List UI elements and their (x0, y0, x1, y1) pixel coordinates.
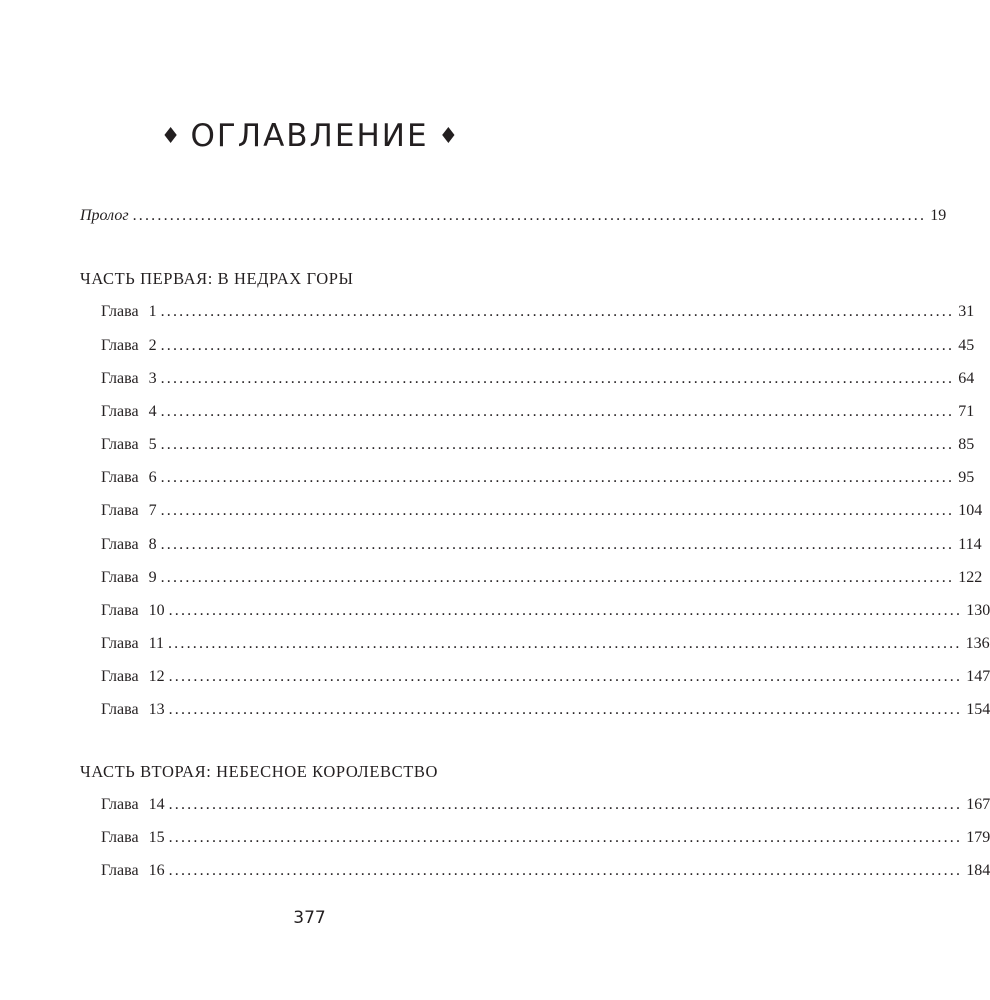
dot-leader: ................................................................................................................................ (160, 303, 955, 320)
dot-leader: ................................................................................................................................ (160, 370, 955, 387)
dot-leader: ................................................................................................................................ (168, 796, 963, 813)
toc-entry-chapter[interactable] (101, 568, 983, 588)
dot-leader: ................................................................................................................................ (160, 569, 955, 586)
entry-label: Глава 5 (101, 436, 157, 453)
contents-heading (0, 112, 619, 161)
entry-label: Глава 12 (101, 668, 165, 685)
dot-leader: ................................................................................................................................ (168, 668, 963, 685)
entry-label: Глава 10 (101, 602, 165, 619)
toc-entry-chapter[interactable] (101, 302, 975, 322)
part-title: ЧАСТЬ ВТОРАЯ: НЕБЕСНОЕ КОРОЛЕВСТВО (80, 762, 439, 781)
toc-entry-chapter[interactable] (101, 535, 982, 555)
dot-leader: ................................................................................................................................ (160, 469, 955, 486)
toc-entry-chapter[interactable] (101, 369, 975, 389)
diamond-ornament-icon: ♦ (160, 124, 181, 149)
entry-page-number: 85 (958, 436, 975, 453)
dot-leader: ................................................................................................................................ (160, 337, 955, 354)
dot-leader: ................................................................................................................................ (168, 602, 963, 619)
entry-label: Глава 4 (101, 403, 157, 420)
dot-leader: ................................................................................................................................ (160, 536, 955, 553)
dot-leader: ................................................................................................................................ (160, 436, 955, 453)
entry-page-number: 31 (958, 303, 975, 320)
contents-title: ОГЛАВЛЕНИЕ (190, 118, 429, 154)
toc-entry-chapter[interactable] (101, 501, 983, 521)
dot-leader: ................................................................................................................................ (167, 635, 962, 652)
entry-page-number: 104 (958, 502, 983, 519)
entry-label: Пролог (80, 207, 129, 224)
toc-entry-chapter[interactable] (101, 601, 990, 621)
toc-entry-chapter[interactable] (101, 667, 990, 687)
toc-entry-chapter[interactable] (101, 861, 990, 881)
entry-page-number: 71 (958, 403, 975, 420)
entry-page-number: 184 (966, 862, 990, 879)
entry-page-number: 147 (966, 668, 990, 685)
entry-page-number: 167 (966, 796, 990, 813)
part-title: ЧАСТЬ ПЕРВАЯ: В НЕДРАХ ГОРЫ (80, 269, 354, 288)
toc-entry-chapter[interactable] (101, 336, 975, 356)
entry-label: Глава 11 (101, 635, 164, 652)
entry-page-number: 64 (958, 370, 975, 387)
entry-label: Глава 15 (101, 829, 165, 846)
entry-page-number: 130 (966, 602, 990, 619)
dot-leader: ................................................................................................................................ (168, 829, 963, 846)
toc-entry-chapter[interactable] (101, 634, 990, 654)
entry-label: Глава 9 (101, 569, 157, 586)
entry-page-number: 19 (930, 207, 947, 224)
toc-entry-chapter[interactable] (101, 468, 975, 488)
dot-leader: ................................................................................................................................ (160, 403, 955, 420)
toc-entry-chapter[interactable] (101, 795, 990, 815)
dot-leader: ................................................................................................................................ (132, 207, 927, 224)
entry-label: Глава 3 (101, 370, 157, 387)
entry-label: Глава 8 (101, 536, 157, 553)
toc-entry-chapter[interactable] (101, 402, 975, 422)
dot-leader: ................................................................................................................................ (168, 862, 963, 879)
entry-label: Глава 16 (101, 862, 165, 879)
entry-page-number: 136 (965, 635, 990, 652)
entry-label: Глава 13 (101, 701, 165, 718)
entry-page-number: 122 (958, 569, 983, 586)
diamond-ornament-icon: ♦ (438, 124, 459, 149)
entry-label: Глава 6 (101, 469, 157, 486)
entry-page-number: 114 (958, 536, 982, 553)
page-folio-number: 377 (293, 908, 326, 928)
entry-label: Глава 1 (101, 303, 157, 320)
dot-leader: ................................................................................................................................ (168, 701, 963, 718)
dot-leader: ................................................................................................................................ (160, 502, 955, 519)
toc-entry-prologue[interactable] (80, 206, 947, 226)
entry-label: Глава 2 (101, 337, 157, 354)
entry-page-number: 45 (958, 337, 975, 354)
entry-page-number: 154 (966, 701, 990, 718)
toc-entry-chapter[interactable] (101, 700, 990, 720)
entry-label: Глава 14 (101, 796, 165, 813)
toc-entry-chapter[interactable] (101, 828, 990, 848)
entry-page-number: 179 (966, 829, 990, 846)
entry-page-number: 95 (958, 469, 975, 486)
toc-entry-chapter[interactable] (101, 435, 975, 455)
entry-label: Глава 7 (101, 502, 157, 519)
